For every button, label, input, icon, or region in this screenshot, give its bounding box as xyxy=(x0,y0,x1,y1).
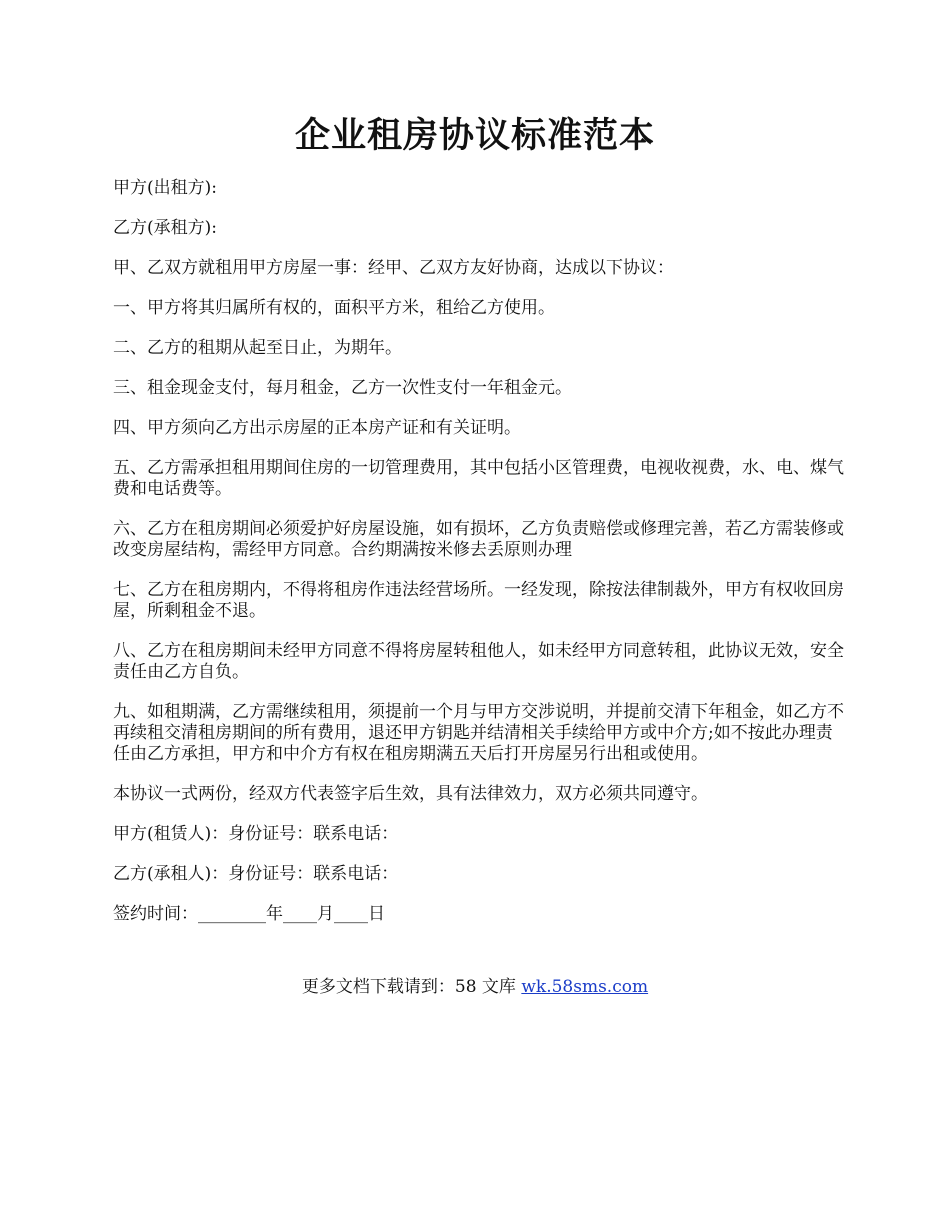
party-a-line: 甲方(出租方): xyxy=(113,178,217,198)
clause-2: 二、乙方的租期从起至日止，为期年。 xyxy=(113,338,402,358)
document-body xyxy=(113,178,845,944)
preamble: 甲、乙双方就租用甲方房屋一事：经甲、乙双方友好协商，达成以下协议： xyxy=(113,258,674,278)
party-a-signature-line: 甲方(租赁人)：身份证号：联系电话： xyxy=(113,824,399,844)
effectiveness-statement: 本协议一式两份，经双方代表签字后生效，具有法律效力，双方必须共同遵守。 xyxy=(113,784,708,804)
clause-3: 三、租金现金支付，每月租金，乙方一次性支付一年租金元。 xyxy=(113,378,572,398)
document-title: 企业租房协议标准范本 xyxy=(294,115,655,156)
clause-5: 五、乙方需承担租用期间住房的一切管理费用，其中包括小区管理费，电视收视费，水、电、煤气费和电话费等。 xyxy=(113,458,844,499)
clause-7: 七、乙方在租房期内，不得将租房作违法经营场所。一经发现，除按法律制裁外，甲方有权收回房屋，所剩租金不退。 xyxy=(113,580,844,621)
clause-4: 四、甲方须向乙方出示房屋的正本房产证和有关证明。 xyxy=(113,418,521,438)
party-b-line: 乙方(承租方): xyxy=(113,218,217,238)
signing-date-line: 签约时间：________年____月____日 xyxy=(113,904,385,924)
footer-link[interactable]: wk.58sms.com xyxy=(521,977,649,997)
footer-text: 更多文档下载请到：58 文库 xyxy=(301,977,522,997)
clause-1: 一、甲方将其归属所有权的，面积平方米，租给乙方使用。 xyxy=(113,298,555,318)
clause-8: 八、乙方在租房期间未经甲方同意不得将房屋转租他人，如未经甲方同意转租，此协议无效，安全责任由乙方自负。 xyxy=(113,641,844,682)
clause-6: 六、乙方在租房期间必须爱护好房屋设施，如有损坏，乙方负责赔偿或修理完善，若乙方需装修或改变房屋结构，需经甲方同意。合约期满按米修去丢原则办理 xyxy=(113,519,844,560)
party-b-signature-line: 乙方(承租人)：身份证号：联系电话： xyxy=(113,864,399,884)
clause-9: 九、如租期满，乙方需继续租用，须提前一个月与甲方交涉说明，并提前交清下年租金，如乙方不再续租交清租房期间的所有费用，退还甲方钥匙并结清相关手续给甲方或中介方;如不按此办理责任由乙方承担，甲方和中介方有权在租房期满五天后打开房屋另行出租或使用。 xyxy=(113,702,844,764)
footer xyxy=(0,976,950,998)
